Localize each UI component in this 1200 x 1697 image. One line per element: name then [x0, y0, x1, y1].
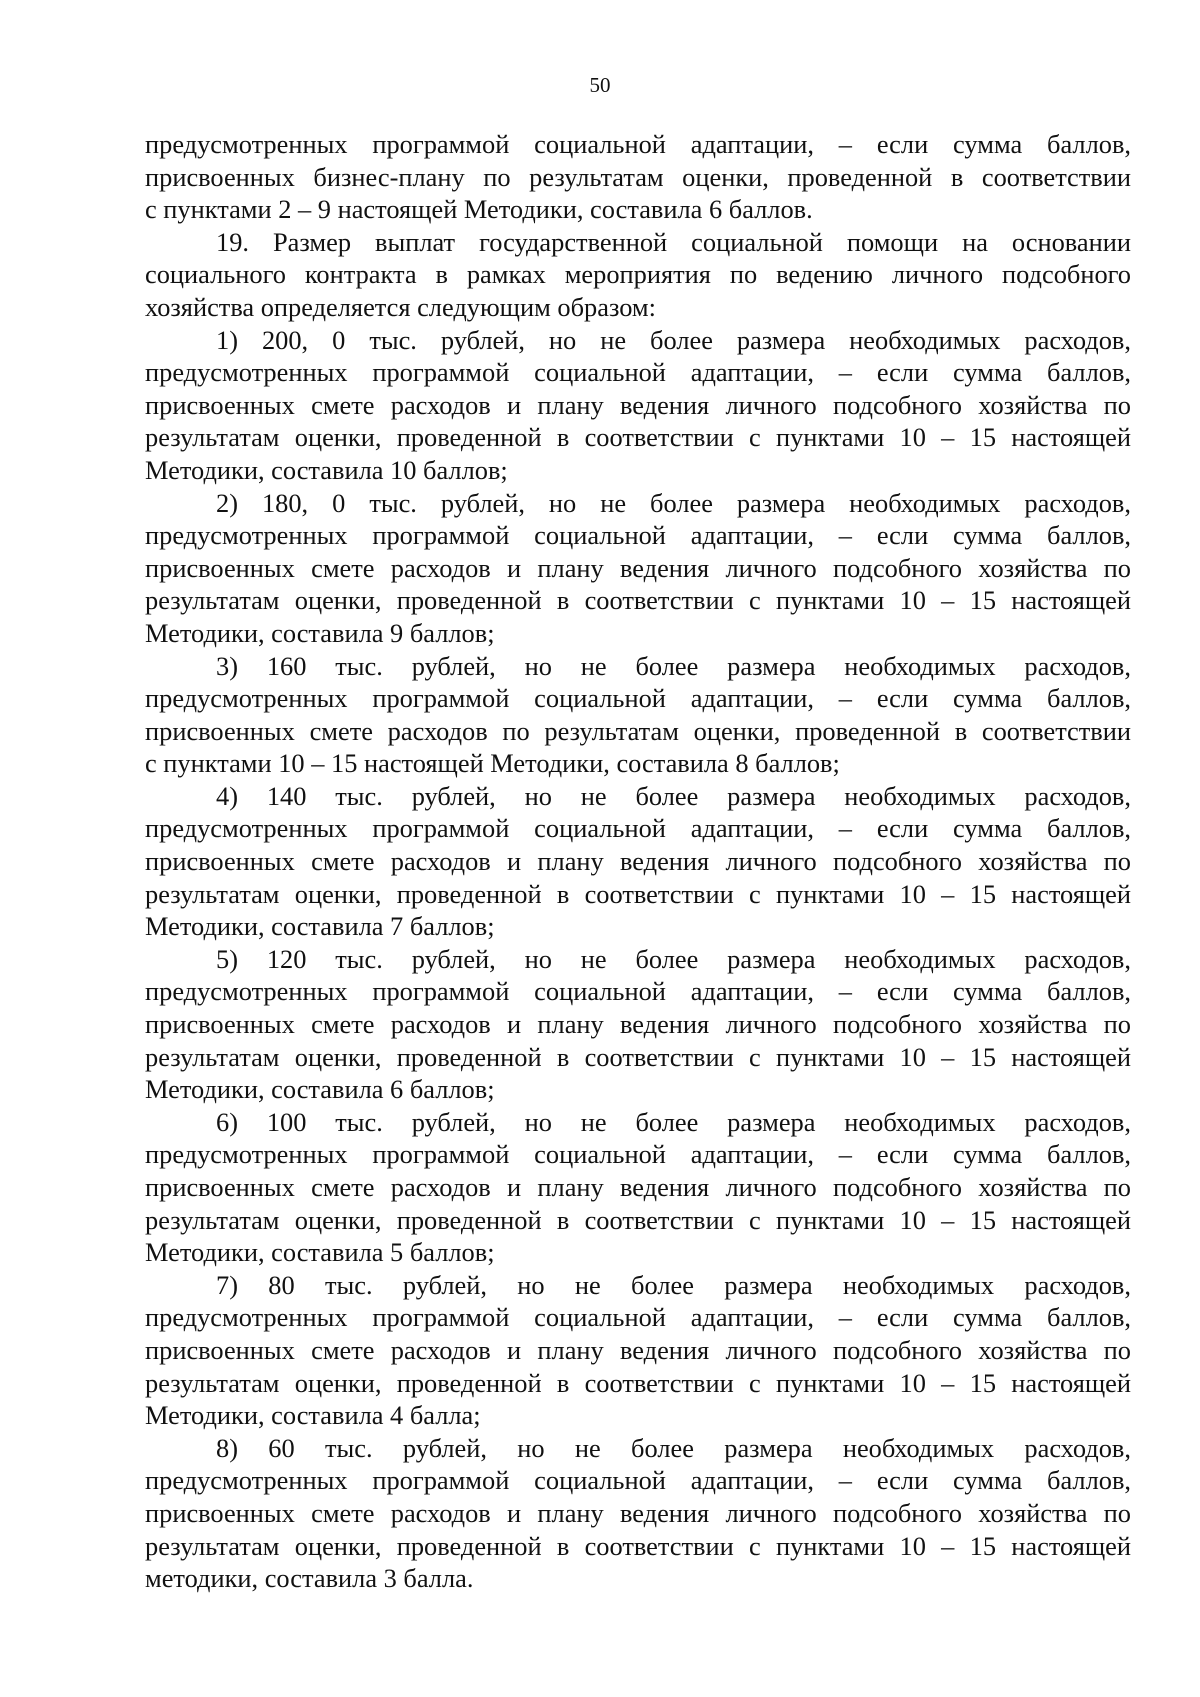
- text-line: Методики, составила 7 баллов;: [145, 911, 495, 942]
- text-line: предусмотренных программой социальной адаптации, – если сумма баллов,: [145, 813, 1131, 844]
- text-line: результатам оценки, проведенной в соответствии с пунктами 10 – 15 настоящей: [145, 422, 1131, 453]
- text-line: предусмотренных программой социальной адаптации, – если сумма баллов,: [145, 520, 1131, 551]
- text-line: присвоенных смете расходов и плану ведения личного подсобного хозяйства по: [145, 389, 1131, 420]
- text-line: предусмотренных программой социальной адаптации, – если сумма баллов,: [145, 1465, 1131, 1496]
- text-line: присвоенных смете расходов по результатам оценки, проведенной в соответствии: [145, 715, 1131, 746]
- text-line: Методики, составила 6 баллов;: [145, 1074, 495, 1105]
- page-number: 50: [589, 73, 611, 97]
- text-line: с пунктами 10 – 15 настоящей Методики, составила 8 баллов;: [145, 748, 840, 779]
- text-line: 1) 200, 0 тыс. рублей, но не более размера необходимых расходов,: [216, 324, 1131, 355]
- text-line: Методики, составила 9 баллов;: [145, 617, 495, 648]
- text-line: 4) 140 тыс. рублей, но не более размера необходимых расходов,: [216, 780, 1131, 811]
- text-line: Методики, составила 10 баллов;: [145, 454, 508, 485]
- text-line: социального контракта в рамках мероприятия по ведению личного подсобного: [145, 259, 1131, 290]
- text-line: присвоенных смете расходов и плану ведения личного подсобного хозяйства по: [145, 1334, 1131, 1365]
- text-line: предусмотренных программой социальной адаптации, – если сумма баллов,: [145, 129, 1131, 159]
- text-line: присвоенных смете расходов и плану ведения личного подсобного хозяйства по: [145, 846, 1131, 877]
- text-line: присвоенных смете расходов и плану ведения личного подсобного хозяйства по: [145, 1009, 1131, 1040]
- text-line: результатам оценки, проведенной в соответствии с пунктами 10 – 15 настоящей: [145, 1530, 1131, 1561]
- text-line: результатам оценки, проведенной в соответствии с пунктами 10 – 15 настоящей: [145, 1041, 1131, 1072]
- text-line: 19. Размер выплат государственной социальной помощи на основании: [216, 226, 1131, 257]
- text-line: 8) 60 тыс. рублей, но не более размера необходимых расходов,: [216, 1432, 1131, 1463]
- text-line: 5) 120 тыс. рублей, но не более размера необходимых расходов,: [216, 943, 1131, 974]
- document-body: [145, 128, 1131, 1595]
- text-line: с пунктами 2 – 9 настоящей Методики, составила 6 баллов.: [145, 194, 813, 225]
- text-line: Методики, составила 5 баллов;: [145, 1237, 495, 1268]
- text-line: предусмотренных программой социальной адаптации, – если сумма баллов,: [145, 683, 1131, 714]
- text-line: присвоенных смете расходов и плану ведения личного подсобного хозяйства по: [145, 1497, 1131, 1528]
- text-line: 3) 160 тыс. рублей, но не более размера необходимых расходов,: [216, 650, 1131, 681]
- text-line: предусмотренных программой социальной адаптации, – если сумма баллов,: [145, 976, 1131, 1007]
- text-line: результатам оценки, проведенной в соответствии с пунктами 10 – 15 настоящей: [145, 1204, 1131, 1235]
- text-line: хозяйства определяется следующим образом:: [145, 291, 656, 322]
- text-line: Методики, составила 4 балла;: [145, 1400, 481, 1431]
- text-line: присвоенных смете расходов и плану ведения личного подсобного хозяйства по: [145, 1172, 1131, 1202]
- text-line: результатам оценки, проведенной в соответствии с пунктами 10 – 15 настоящей: [145, 1367, 1131, 1398]
- text-line: 2) 180, 0 тыс. рублей, но не более размера необходимых расходов,: [216, 487, 1131, 518]
- text-line: присвоенных бизнес-плану по результатам оценки, проведенной в соответствии: [145, 161, 1131, 192]
- text-line: результатам оценки, проведенной в соответствии с пунктами 10 – 15 настоящей: [145, 878, 1131, 909]
- text-line: 6) 100 тыс. рублей, но не более размера необходимых расходов,: [216, 1106, 1131, 1137]
- text-line: предусмотренных программой социальной адаптации, – если сумма баллов,: [145, 357, 1131, 388]
- text-line: результатам оценки, проведенной в соответствии с пунктами 10 – 15 настоящей: [145, 585, 1131, 616]
- text-line: присвоенных смете расходов и плану ведения личного подсобного хозяйства по: [145, 552, 1131, 583]
- text-line: методики, составила 3 балла.: [145, 1563, 474, 1594]
- text-line: предусмотренных программой социальной адаптации, – если сумма баллов,: [145, 1302, 1131, 1333]
- text-line: 7) 80 тыс. рублей, но не более размера необходимых расходов,: [216, 1269, 1131, 1300]
- text-line: предусмотренных программой социальной адаптации, – если сумма баллов,: [145, 1139, 1131, 1170]
